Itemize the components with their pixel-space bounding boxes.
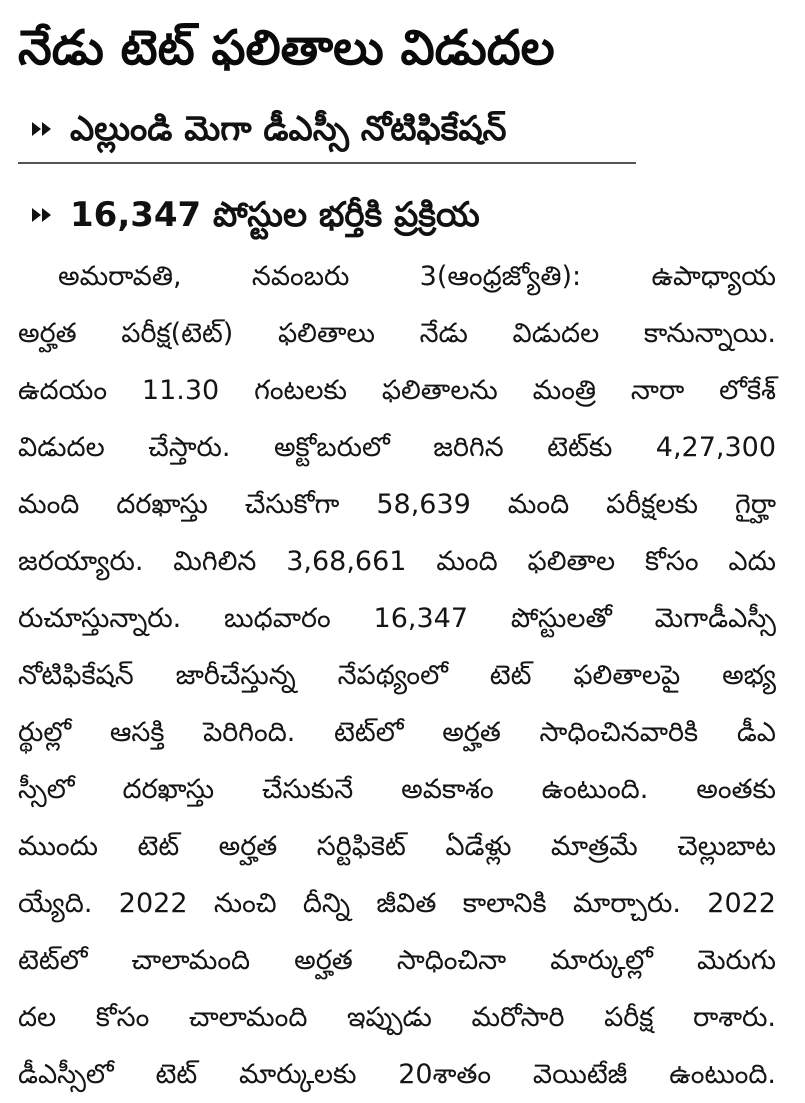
subheadline-1 [18,96,636,164]
body-line: మంది దరఖాస్తు చేసుకోగా 58,639 మంది పరీక్షలకు గైర్హా [18,489,776,520]
body-line: య్యేది. 2022 నుంచి దీన్ని జీవిత కాలానికి మార్చారు. 2022 [18,888,776,919]
body-line: జరయ్యారు. మిగిలిన 3,68,661 మంది ఫలితాల కోసం ఎదు [18,546,776,577]
body-line: అమరావతి, నవంబరు 3(ఆంధ్రజ్యోతి): ఉపాధ్యాయ [58,261,776,292]
body-line: ముందు టెట్ అర్హత సర్టిఫికెట్ ఏడేళ్లు మాత్రమే చెల్లుబాట [18,831,776,862]
body-line: స్సీలో దరఖాస్తు చేసుకునే అవకాశం ఉంటుంది. అంతకు [18,774,776,805]
body-line: డీఎస్సీలో టెట్ మార్కులకు 20శాతం వెయిటేజీ ఉంటుంది. [18,1059,776,1090]
body-line: దల కోసం చాలామంది ఇప్పుడు మరోసారి పరీక్ష రాశారు. [18,1002,776,1033]
article-body [18,248,776,1103]
body-line: ఉదయం 11.30 గంటలకు ఫలితాలను మంత్రి నారా లోకేశ్ [18,375,776,406]
headline: నేడు టెట్ ఫలితాలు విడుదల [18,20,555,76]
subheadline-text: 16,347 పోస్టుల భర్తీకి ప్రక్రియ [70,195,480,235]
body-line: నోటిఫికేషన్ జారీచేస్తున్న నేపథ్యంలో టెట్ ఫలితాలపై అభ్య [18,660,776,691]
subheadline-text: ఎల్లుండి మెగా డీఎస్సీ నోటిఫికేషన్ [70,109,507,149]
body-line: ర్థుల్లో ఆసక్తి పెరిగింది. టెట్‌లో అర్హత సాధించినవారికి డీఎ [18,717,776,748]
body-line: అర్హత పరీక్ష(టెట్) ఫలితాలు నేడు విడుదల కానున్నాయి. [18,318,776,349]
body-line: టెట్‌లో చాలామంది అర్హత సాధించినా మార్కుల్లో మెరుగు [18,945,776,976]
subheadline-2 [18,180,788,250]
body-line: విడుదల చేస్తారు. అక్టోబరులో జరిగిన టెట్‌కు 4,27,300 [18,432,776,463]
double-arrow-bullet-icon [32,208,52,222]
body-line: రుచూస్తున్నారు. బుధవారం 16,347 పోస్టులతో మెగాడీఎస్సీ [18,603,776,634]
double-arrow-bullet-icon [32,122,52,136]
